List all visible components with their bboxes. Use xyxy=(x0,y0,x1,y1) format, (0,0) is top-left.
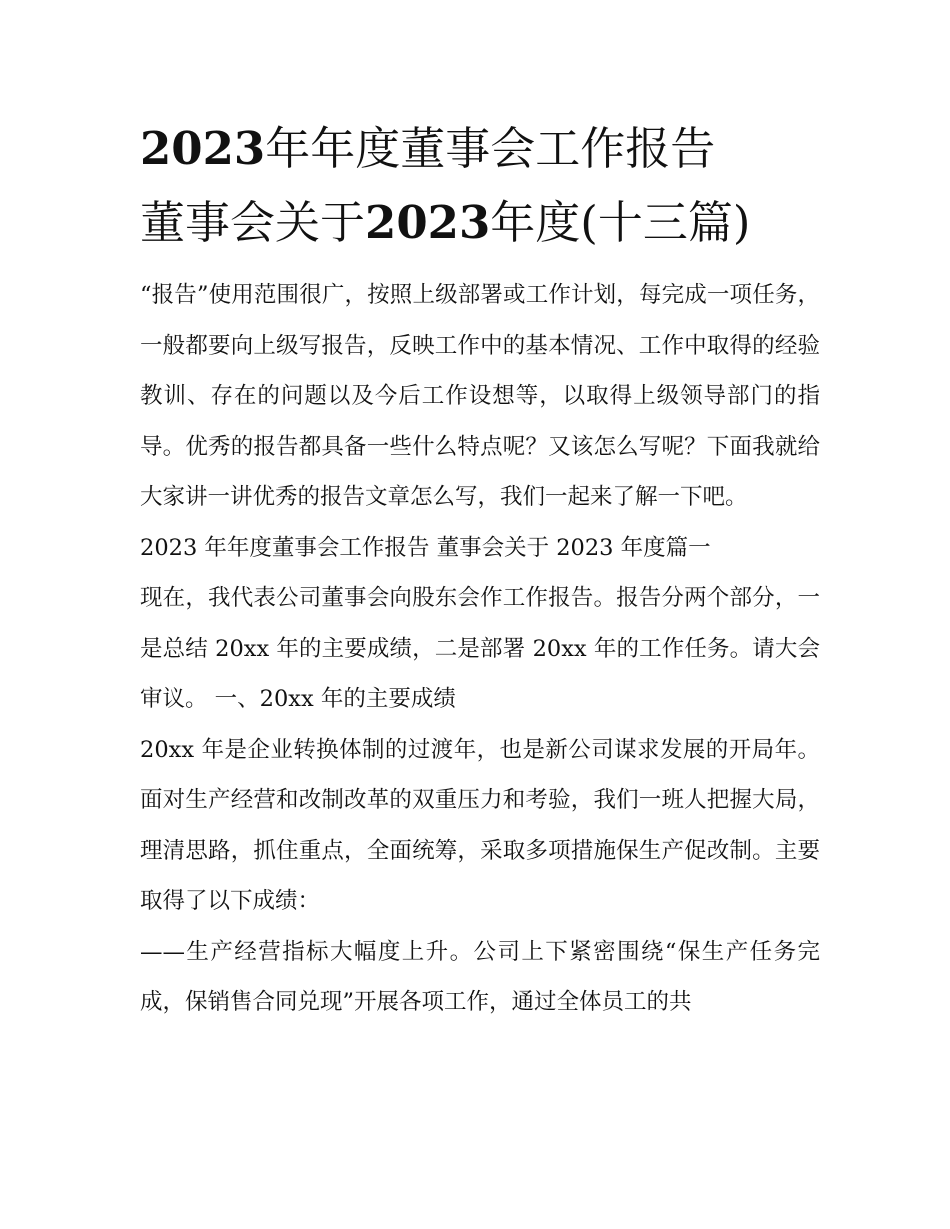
section-heading: 2023 年年度董事会工作报告 董事会关于 2023 年度篇一 xyxy=(140,534,711,561)
document-page xyxy=(140,112,820,1028)
document-title xyxy=(140,112,820,260)
title-line-1 xyxy=(140,112,820,186)
title-text: 年度(十三篇) xyxy=(490,196,751,249)
body-paragraph: 20xx 年是企业转换体制的过渡年，也是新公司谋求发展的开局年。面对生产经营和改制改革的双重压力和考验，我们一班人把握大局，理清思路，抓住重点，全面统筹，采取多项措施保生产促改制。主要取得了以下成绩： xyxy=(140,736,820,914)
title-line-2 xyxy=(140,186,820,260)
title-prefix: 董事会关于 xyxy=(140,196,366,249)
body-paragraph: ——生产经营指标大幅度上升。公司上下紧密围绕“保生产任务完成，保销售合同兑现”开展各项工作，通过全体员工的共 xyxy=(140,938,820,1015)
title-year: 2023 xyxy=(365,196,491,249)
intro-paragraph: “报告”使用范围很广，按照上级部署或工作计划，每完成一项任务，一般都要向上级写报告，反映工作中的基本情况、工作中取得的经验教训、存在的问题以及今后工作设想等，以取得上级领导部门的指导。优秀的报告都具备一些什么特点呢？又该怎么写呢？下面我就给大家讲一讲优秀的报告文章怎么写，我们一起来了解一下吧。 xyxy=(140,282,820,510)
body-paragraph: 现在，我代表公司董事会向股东会作工作报告。报告分两个部分，一是总结 20xx 年的主要成绩，二是部署 20xx 年的工作任务。请大会审议。 一、20xx 年的主要成绩 xyxy=(140,585,820,712)
document-body xyxy=(140,270,820,1028)
title-year: 2023 xyxy=(140,122,266,175)
title-text: 年年度董事会工作报告 xyxy=(265,122,716,175)
